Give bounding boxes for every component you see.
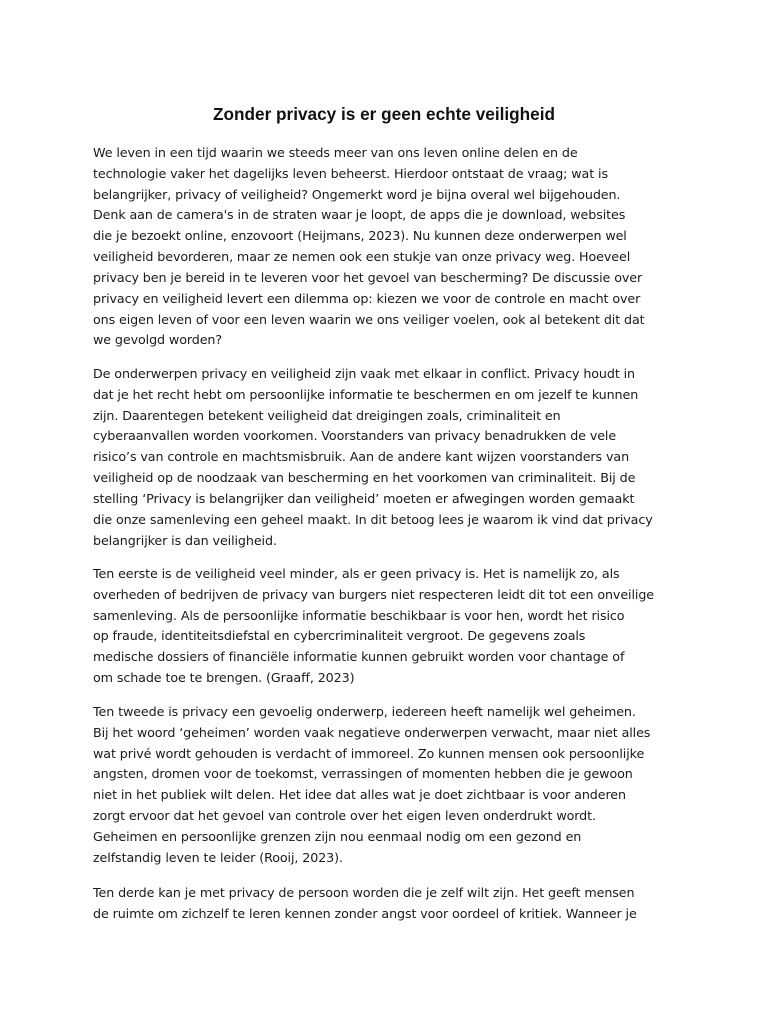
paragraph-line: cyberaanvallen worden voorkomen. Voorstanders van privacy benadrukken de vele [93, 428, 617, 444]
paragraph-line: De onderwerpen privacy en veiligheid zijn vaak met elkaar in conflict. Privacy houdt in [93, 366, 635, 381]
paragraph-line: dat je het recht hebt om persoonlijke informatie te beschermen en om jezelf te kunnen [93, 386, 639, 402]
paragraph-line: Denk aan de camera's in de straten waar je loopt, de apps die je download, websites [93, 207, 626, 223]
paragraph-line: belangrijker, privacy of veiligheid? Ongemerkt word je bijna overal wel bijgehouden. [93, 186, 621, 202]
document-title: Zonder privacy is er geen echte veiligheid [213, 104, 555, 124]
paragraph-line: we gevolgd worden? [93, 332, 222, 348]
paragraph-line: stelling ‘Privacy is belangrijker dan veiligheid’ moeten er afwegingen worden gemaakt [93, 490, 635, 506]
paragraph-conflict [93, 364, 677, 551]
paragraph-line: op fraude, identiteitsdiefstal en cybercriminaliteit vergroot. De gegevens zoals [93, 628, 586, 644]
paragraph-line: wat privé wordt gehouden is verdacht of immoreel. Zo kunnen mensen ook persoonlijke [93, 745, 645, 761]
paragraph-line: niet in het publiek wilt delen. Het idee dat alles wat je doet zichtbaar is voor anderen [93, 787, 626, 803]
paragraph-line: privacy en veiligheid levert een dilemma op: kiezen we voor de controle en macht over [93, 290, 641, 306]
paragraph-line: de ruimte om zichzelf te leren kennen zonder angst voor oordeel of kritiek. Wanneer je [93, 905, 637, 921]
paragraph-line: zelfstandig leven te leider (Rooij, 2023). [93, 849, 343, 865]
paragraph-line: veiligheid op de noodzaak van bescherming en het voorkomen van criminaliteit. Bij de [93, 470, 636, 486]
paragraph-line: We leven in een tijd waarin we steeds meer van ons leven online delen en de [93, 145, 578, 160]
paragraph-line: veiligheid bevorderen, maar ze nemen ook een stukje van onze privacy weg. Hoeveel [93, 249, 631, 265]
paragraph-line: zorgt ervoor dat het gevoel van controle over het eigen leven onderdrukt wordt. [93, 808, 596, 824]
paragraph-line: om schade toe te brengen. (Graaff, 2023) [93, 670, 355, 686]
paragraph-line: zijn. Daarentegen betekent veiligheid dat dreigingen zoals, criminaliteit en [93, 407, 561, 423]
paragraph-line: Ten derde kan je met privacy de persoon worden die je zelf wilt zijn. Het geeft mensen [93, 885, 635, 900]
paragraph-line: angsten, dromen voor de toekomst, verrassingen of momenten hebben die je gewoon [93, 766, 633, 782]
paragraph-line: Bij het woord ‘geheimen’ worden vaak negatieve onderwerpen verwacht, maar niet alles [93, 724, 651, 740]
paragraph-line: overheden of bedrijven de privacy van burgers niet respecteren leidt dit tot een onveilige [93, 586, 654, 602]
paragraph-line: Ten eerste is de veiligheid veel minder, als er geen privacy is. Het is namelijk zo, als [93, 566, 620, 581]
paragraph-line: Geheimen en persoonlijke grenzen zijn nou eenmaal nodig om een gezond en [93, 828, 582, 844]
paragraph-line: die onze samenleving een geheel maakt. In dit betoog lees je waarom ik vind dat privacy [93, 511, 653, 527]
paragraph-line: Ten tweede is privacy een gevoelig onderwerp, iedereen heeft namelijk wel geheimen. [93, 704, 636, 719]
paragraph-second-argument [93, 702, 677, 869]
paragraph-line: privacy ben je bereid in te leveren voor het gevoel van bescherming? De discussie over [93, 269, 643, 285]
paragraph-line: medische dossiers of financiële informatie kunnen gebruikt worden voor chantage of [93, 649, 625, 665]
paragraph-line: technologie vaker het dagelijks leven beheerst. Hierdoor ontstaat de vraag; wat is [93, 165, 608, 181]
paragraph-line: ons eigen leven of voor een leven waarin we ons veiliger voelen, ook al betekent dit dat [93, 311, 645, 327]
paragraph-first-argument [93, 564, 677, 689]
paragraph-line: belangrijker is dan veiligheid. [93, 532, 277, 548]
paragraph-line: die je bezoekt online, enzovoort (Heijmans, 2023). Nu kunnen deze onderwerpen wel [93, 228, 627, 244]
paragraph-third-argument [93, 883, 677, 925]
paragraph-intro [93, 143, 677, 351]
paragraph-line: risico’s van controle en machtsmisbruik. Aan de andere kant wijzen voorstanders van [93, 449, 630, 465]
paragraph-line: samenleving. Als de persoonlijke informatie beschikbaar is voor hen, wordt het risico [93, 607, 625, 623]
